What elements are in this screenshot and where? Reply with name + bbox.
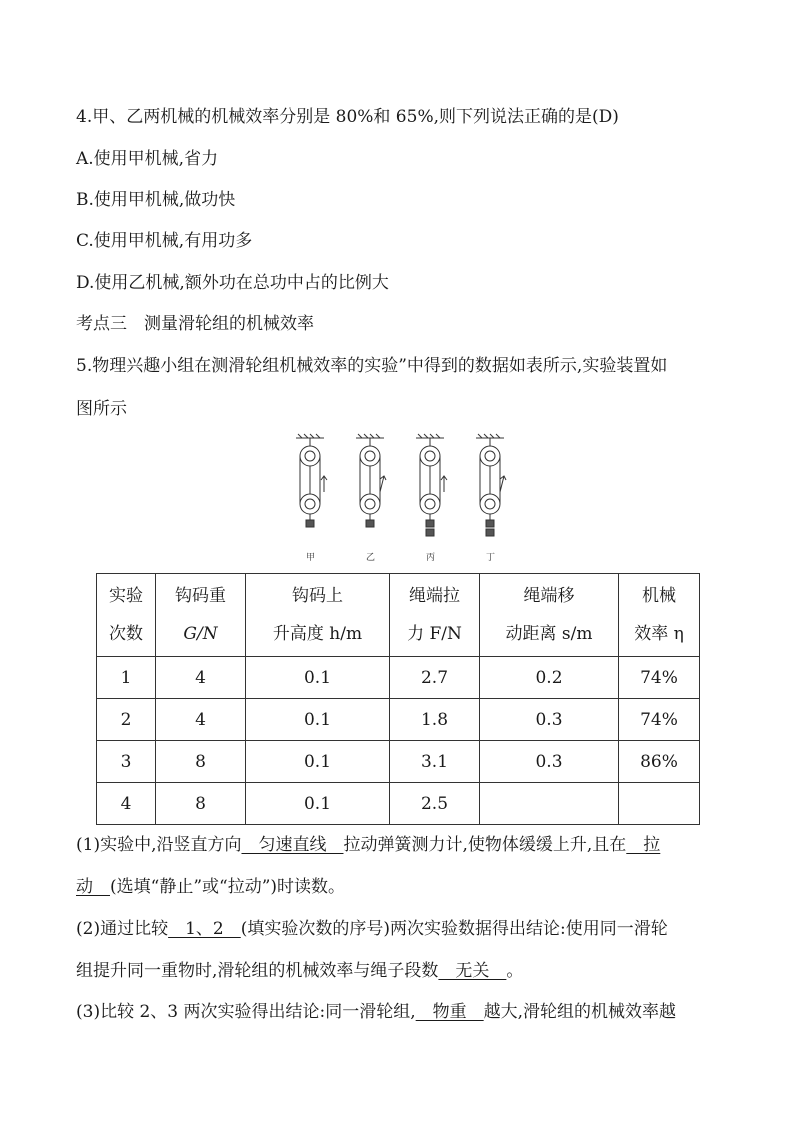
table-header-row [97,574,700,657]
question-5-stem-line2: 图所示 [76,399,127,419]
header-cell: 实验 次数 [97,574,156,657]
figure-label-ding: 丁 [486,553,496,563]
option-c: C.使用甲机械,有用功多 [76,231,253,251]
question-4-stem: 4.甲、乙两机械的机械效率分别是 80%和 65%,则下列说法正确的是(D) [76,107,619,127]
table-cell: 3 [97,741,156,783]
table-row [97,783,700,825]
question-5-stem-line1: 5.物理兴趣小组在测滑轮组机械效率的实验”中得到的数据如表所示,实验装置如 [76,356,668,376]
section-heading: 考点三 测量滑轮组的机械效率 [76,314,314,334]
table-cell: 4 [156,699,246,741]
table-cell: 0.1 [246,783,390,825]
part-2-line2: 组提升同一重物时,滑轮组的机械效率与绳子段数 无关 。 [76,961,524,981]
part-1-line2: 动 (选填“静止”或“拉动”)时读数。 [76,877,346,897]
table-cell: 3.1 [390,741,480,783]
table-cell: 2.5 [390,783,480,825]
table-cell: 74% [619,657,700,699]
table-cell: 1.8 [390,699,480,741]
table-cell [480,783,619,825]
table-cell: 86% [619,741,700,783]
table-cell: 0.1 [246,699,390,741]
option-d: D.使用乙机械,额外功在总功中占的比例大 [76,273,389,293]
part-2-line1: (2)通过比较 1、2 (填实验次数的序号)两次实验数据得出结论:使用同一滑轮 [76,919,668,939]
table-cell: 8 [156,783,246,825]
table-cell: 2 [97,699,156,741]
table-cell: 0.3 [480,699,619,741]
table-cell: 0.3 [480,741,619,783]
header-cell: 机械 效率 η [619,574,700,657]
table-cell [619,783,700,825]
answer-blank: 物重 [415,1002,484,1022]
table-row [97,699,700,741]
header-cell: 绳端移 动距离 s/m [480,574,619,657]
table-cell: 2.7 [390,657,480,699]
pulley-setup-jia [296,434,327,527]
data-table [96,573,700,825]
table-cell: 0.1 [246,657,390,699]
part-1-line1: (1)实验中,沿竖直方向 匀速直线 拉动弹簧测力计,使物体缓缓上升,且在 拉 [76,835,661,855]
answer-blank: 匀速直线 [241,835,344,855]
part-3-line1: (3)比较 2、3 两次实验得出结论:同一滑轮组, 物重 越大,滑轮组的机械效率越 [76,1002,677,1022]
table-cell: 0.1 [246,741,390,783]
table-row [97,741,700,783]
table-cell: 8 [156,741,246,783]
figure-label-yi: 乙 [366,553,376,563]
table-cell: 1 [97,657,156,699]
pulley-figure [280,432,520,572]
answer-blank: 动 [76,877,110,897]
table-row [97,657,700,699]
header-cell: 钩码重 G/N [156,574,246,657]
figure-label-bing: 丙 [426,553,436,563]
table-cell: 0.2 [480,657,619,699]
pulley-setup-yi [356,434,386,527]
table-cell: 74% [619,699,700,741]
figure-label-jia: 甲 [306,553,316,563]
answer-blank: 拉 [626,835,661,855]
answer-blank: 无关 [438,961,507,981]
answer-blank: 1、2 [168,919,241,939]
option-a: A.使用甲机械,省力 [76,149,219,169]
table-cell: 4 [156,657,246,699]
header-cell: 绳端拉 力 F/N [390,574,480,657]
pulley-setup-ding [476,434,506,536]
pulley-setup-bing [416,434,447,536]
option-b: B.使用甲机械,做功快 [76,190,236,210]
table-cell: 4 [97,783,156,825]
header-cell: 钩码上 升高度 h/m [246,574,390,657]
